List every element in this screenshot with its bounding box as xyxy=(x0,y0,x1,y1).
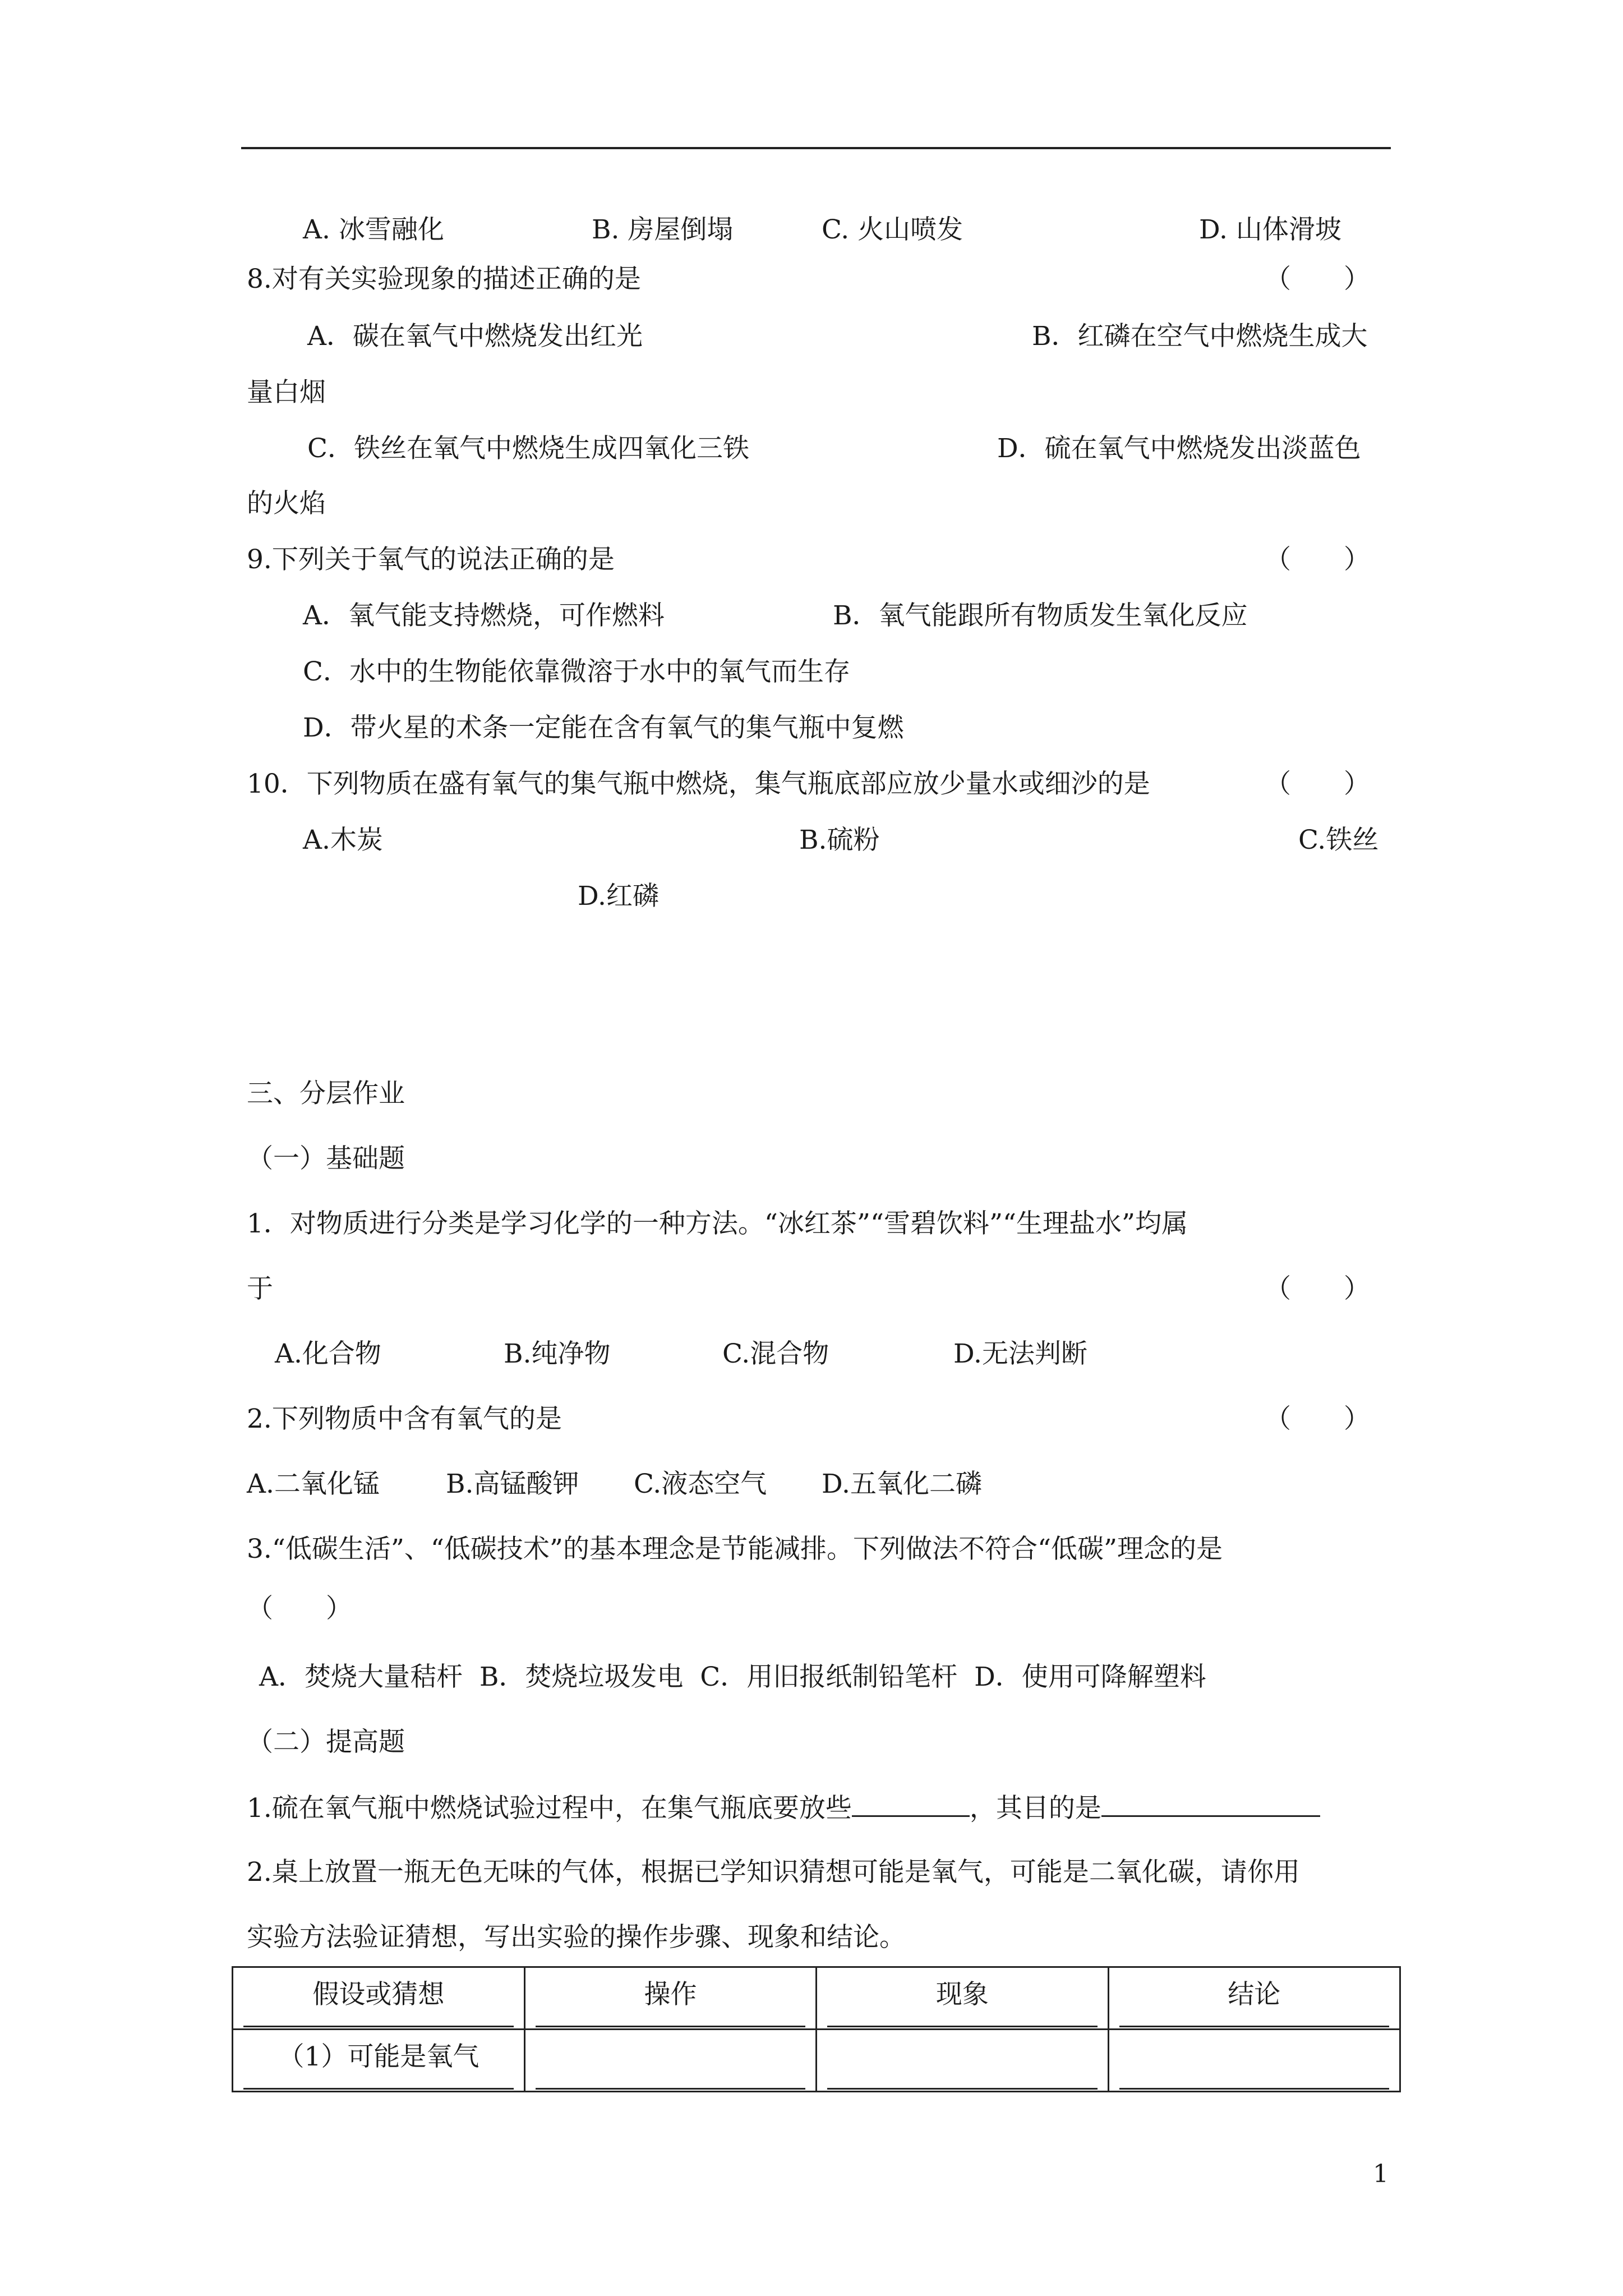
q8-option-b-cont: 量白烟 xyxy=(247,377,326,408)
basic-q2-stem: 2.下列物质中含有氧气的是 xyxy=(247,1404,562,1434)
q10-option-c: C.铁丝 xyxy=(1298,825,1379,855)
q10-option-b: B.硫粉 xyxy=(799,825,880,855)
q8-option-a: A．碳在氧气中燃烧发出红光 xyxy=(307,321,643,352)
basic-q2-answer-paren: （ ） xyxy=(1265,1404,1370,1434)
basic-q3-answer-paren: （ ） xyxy=(247,1593,352,1624)
basic-q1-option-a: A.化合物 xyxy=(275,1338,381,1369)
table-header-phenomenon: 现象 xyxy=(935,1979,989,2010)
basic-q1-option-b: B.纯净物 xyxy=(504,1338,611,1369)
basic-q1-option-c: C.混合物 xyxy=(722,1338,829,1369)
advanced-q2-stem: 2.桌上放置一瓶无色无味的气体，根据已学知识猜想可能是氧气，可能是二氧化碳，请你用 xyxy=(247,1857,1300,1888)
table-header-conclusion: 结论 xyxy=(1228,1979,1281,2010)
basic-q1-stem-cont: 于 xyxy=(247,1273,273,1304)
table-cell-operation[interactable] xyxy=(525,2030,815,2036)
page-number: 1 xyxy=(1373,2160,1389,2188)
q9-option-a: A．氧气能支持燃烧，可作燃料 xyxy=(303,600,665,631)
q8-option-b: B．红磷在空气中燃烧生成大 xyxy=(1032,321,1368,352)
advanced-q1-blank-1[interactable] xyxy=(852,1791,970,1817)
experiment-table xyxy=(232,1966,1401,2092)
q8-option-d: D．硫在氧气中燃烧发出淡蓝色 xyxy=(997,433,1361,464)
table-header-operation: 操作 xyxy=(644,1979,697,2010)
advanced-q1 xyxy=(247,1791,1320,1825)
q7-option-a: A. 冰雪融化 xyxy=(303,214,444,245)
basic-q1-stem: 1．对物质进行分类是学习化学的一种方法。“冰红茶”“雪碧饮料”“生理盐水”均属 xyxy=(247,1208,1188,1239)
q9-option-b: B．氧气能跟所有物质发生氧化反应 xyxy=(833,600,1248,631)
advanced-subsection-title: （二）提高题 xyxy=(247,1727,405,1757)
advanced-q1-text-1: 1.硫在氧气瓶中燃烧试验过程中，在集气瓶底要放些 xyxy=(247,1793,852,1824)
basic-q2-option-b: B.高锰酸钾 xyxy=(446,1469,579,1499)
advanced-q1-text-2: ，其目的是 xyxy=(969,1793,1101,1824)
basic-q3-stem: 3.“低碳生活”、“低碳技术”的基本理念是节能减排。下列做法不符合“低碳”理念的是 xyxy=(247,1534,1223,1565)
table-cell-hypothesis: （1）可能是氧气 xyxy=(278,2041,479,2072)
q9-option-d: D．带火星的术条一定能在含有氧气的集气瓶中复燃 xyxy=(303,712,904,743)
basic-q2-option-c: C.液态空气 xyxy=(634,1469,767,1499)
q10-option-d: D.红磷 xyxy=(578,881,659,912)
basic-q3-options: A．焚烧大量秸杆 B．焚烧垃圾发电 C．用旧报纸制铅笔杆 D．使用可降解塑料 xyxy=(259,1662,1206,1692)
q7-option-d: D. 山体滑坡 xyxy=(1199,214,1341,245)
table-cell-conclusion[interactable] xyxy=(1109,2030,1399,2036)
basic-q2-option-d: D.五氧化二磷 xyxy=(822,1469,982,1499)
q9-answer-paren: （ ） xyxy=(1265,544,1370,575)
q9-option-c: C．水中的生物能依靠微溶于水中的氧气而生存 xyxy=(303,656,850,687)
table-row xyxy=(233,2030,1400,2092)
q7-option-c: C. 火山喷发 xyxy=(822,214,963,245)
q10-answer-paren: （ ） xyxy=(1265,769,1370,799)
advanced-q2-stem-cont: 实验方法验证猜想，写出实验的操作步骤、现象和结论。 xyxy=(247,1922,906,1953)
basic-q1-answer-paren: （ ） xyxy=(1265,1273,1370,1304)
header-rule xyxy=(241,147,1391,149)
table-header-hypothesis: 假设或猜想 xyxy=(312,1979,445,2010)
advanced-q1-blank-2[interactable] xyxy=(1101,1791,1320,1817)
section-title: 三、分层作业 xyxy=(247,1078,405,1109)
basic-subsection-title: （一）基础题 xyxy=(247,1143,405,1174)
q8-stem: 8.对有关实验现象的描述正确的是 xyxy=(247,264,641,295)
q8-answer-paren: （ ） xyxy=(1265,264,1370,295)
table-cell-phenomenon[interactable] xyxy=(817,2030,1107,2036)
table-header-row xyxy=(233,1967,1400,2030)
basic-q1-option-d: D.无法判断 xyxy=(953,1338,1087,1369)
q9-stem: 9.下列关于氧气的说法正确的是 xyxy=(247,544,615,575)
q8-option-d-cont: 的火焰 xyxy=(247,488,326,519)
q10-option-a: A.木炭 xyxy=(303,825,383,855)
basic-q2-option-a: A.二氧化锰 xyxy=(247,1469,380,1499)
q8-option-c: C．铁丝在氧气中燃烧生成四氧化三铁 xyxy=(307,433,749,464)
q10-stem: 10．下列物质在盛有氧气的集气瓶中燃烧，集气瓶底部应放少量水或细沙的是 xyxy=(247,769,1150,799)
q7-option-b: B. 房屋倒塌 xyxy=(592,214,734,245)
